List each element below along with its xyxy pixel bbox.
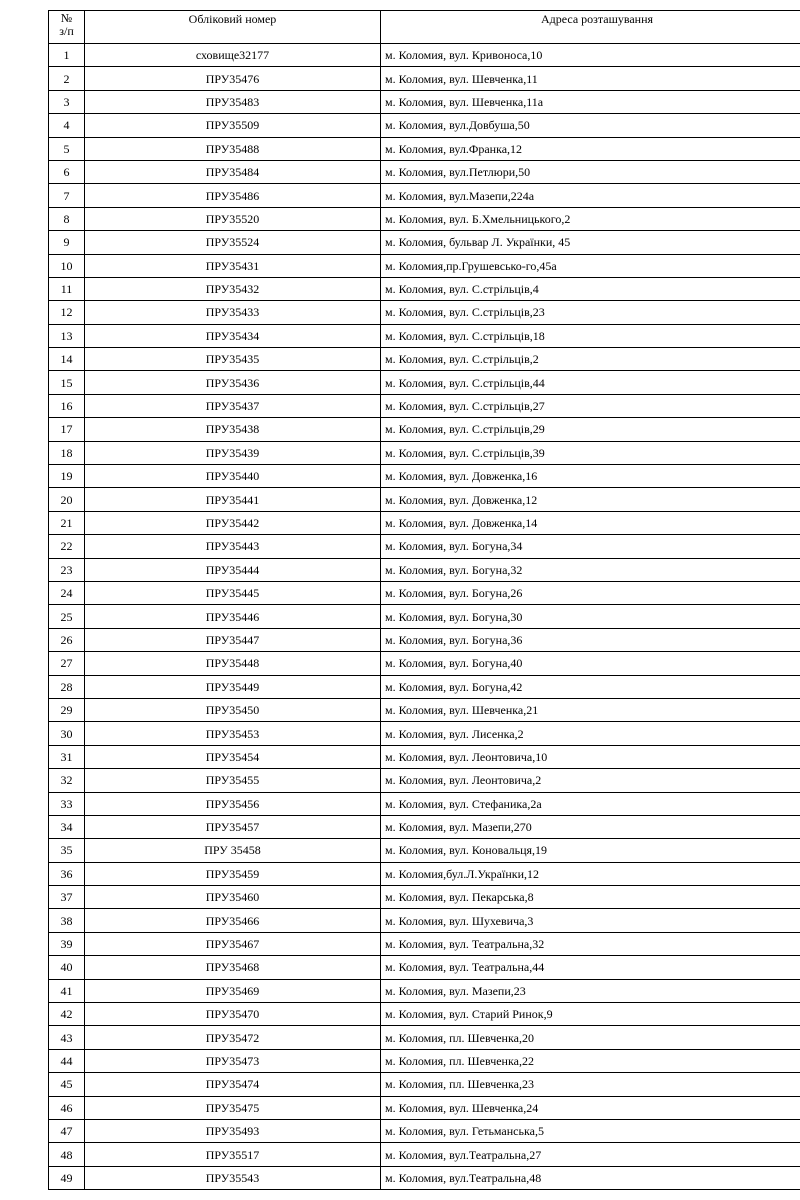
- row-address: м. Коломия, вул. Шухевича,3: [381, 909, 800, 932]
- row-number: 42: [49, 1003, 85, 1026]
- row-address: м. Коломия, вул.Франка,12: [381, 137, 800, 160]
- table-row: [49, 254, 800, 277]
- row-account-number: ПРУ35435: [85, 348, 381, 371]
- table-body: [49, 44, 800, 1190]
- row-account-number: ПРУ35431: [85, 254, 381, 277]
- table-row: [49, 488, 800, 511]
- row-address: м. Коломия, вул.Театральна,27: [381, 1143, 800, 1166]
- row-number: 35: [49, 839, 85, 862]
- table-row: [49, 511, 800, 534]
- row-number: 1: [49, 44, 85, 67]
- row-number: 17: [49, 418, 85, 441]
- row-address: м. Коломия, вул. Коновальця,19: [381, 839, 800, 862]
- row-address: м. Коломия,бул.Л.Українки,12: [381, 862, 800, 885]
- row-number: 4: [49, 114, 85, 137]
- table-row: [49, 348, 800, 371]
- row-number: 11: [49, 277, 85, 300]
- row-account-number: ПРУ35456: [85, 792, 381, 815]
- row-number: 13: [49, 324, 85, 347]
- row-account-number: ПРУ35455: [85, 769, 381, 792]
- row-account-number: ПРУ35441: [85, 488, 381, 511]
- table-row: [49, 1073, 800, 1096]
- row-address: м. Коломия, вул. С.стрільців,29: [381, 418, 800, 441]
- table-row: [49, 979, 800, 1002]
- table-row: [49, 1119, 800, 1142]
- row-number: 3: [49, 90, 85, 113]
- row-address: м. Коломия, вул. Лисенка,2: [381, 722, 800, 745]
- row-number: 46: [49, 1096, 85, 1119]
- column-header-number: [49, 11, 85, 44]
- table-row: [49, 137, 800, 160]
- row-number: 29: [49, 698, 85, 721]
- row-number: 48: [49, 1143, 85, 1166]
- row-address: м. Коломия, пл. Шевченка,20: [381, 1026, 800, 1049]
- row-account-number: ПРУ35459: [85, 862, 381, 885]
- row-account-number: ПРУ35468: [85, 956, 381, 979]
- row-address: м. Коломия, вул. Богуна,32: [381, 558, 800, 581]
- row-address: м. Коломия, вул. Богуна,42: [381, 675, 800, 698]
- row-account-number: ПРУ35442: [85, 511, 381, 534]
- row-account-number: ПРУ35484: [85, 160, 381, 183]
- table-row: [49, 324, 800, 347]
- table-row: [49, 815, 800, 838]
- table-row: [49, 160, 800, 183]
- row-account-number: ПРУ35447: [85, 628, 381, 651]
- row-address: м. Коломия, вул. Богуна,34: [381, 535, 800, 558]
- row-number: 19: [49, 465, 85, 488]
- table-row: [49, 301, 800, 324]
- row-address: м. Коломия, вул. Театральна,32: [381, 932, 800, 955]
- row-number: 18: [49, 441, 85, 464]
- row-number: 16: [49, 394, 85, 417]
- row-number: 5: [49, 137, 85, 160]
- table-row: [49, 1049, 800, 1072]
- row-address: м. Коломия,пр.Грушевсько-го,45а: [381, 254, 800, 277]
- table-row: [49, 418, 800, 441]
- table-row: [49, 839, 800, 862]
- table-row: [49, 1143, 800, 1166]
- row-number: 49: [49, 1166, 85, 1189]
- row-address: м. Коломия, вул. Леонтовича,10: [381, 745, 800, 768]
- row-number: 6: [49, 160, 85, 183]
- table-row: [49, 581, 800, 604]
- row-address: м. Коломия, пл. Шевченка,22: [381, 1049, 800, 1072]
- row-address: м. Коломия, вул. С.стрільців,4: [381, 277, 800, 300]
- row-account-number: ПРУ35437: [85, 394, 381, 417]
- row-account-number: ПРУ35438: [85, 418, 381, 441]
- row-account-number: сховище32177: [85, 44, 381, 67]
- row-account-number: ПРУ35445: [85, 581, 381, 604]
- row-number: 36: [49, 862, 85, 885]
- table-row: [49, 1003, 800, 1026]
- table-row: [49, 465, 800, 488]
- row-address: м. Коломия, вул. Театральна,44: [381, 956, 800, 979]
- row-address: м. Коломия, вул.Театральна,48: [381, 1166, 800, 1189]
- table-row: [49, 535, 800, 558]
- table-row: [49, 371, 800, 394]
- row-account-number: ПРУ35517: [85, 1143, 381, 1166]
- row-account-number: ПРУ35469: [85, 979, 381, 1002]
- row-number: 14: [49, 348, 85, 371]
- row-account-number: ПРУ35454: [85, 745, 381, 768]
- row-account-number: ПРУ35488: [85, 137, 381, 160]
- table-row: [49, 44, 800, 67]
- column-header-account: Обліковий номер: [85, 11, 381, 44]
- row-address: м. Коломия, вул. Старий Ринок,9: [381, 1003, 800, 1026]
- row-address: м. Коломия, вул. Богуна,26: [381, 581, 800, 604]
- table-row: [49, 932, 800, 955]
- row-number: 12: [49, 301, 85, 324]
- row-address: м. Коломия, вул. Шевченка,24: [381, 1096, 800, 1119]
- shelter-registry-table: [48, 10, 800, 1190]
- row-number: 30: [49, 722, 85, 745]
- table-header: [49, 11, 800, 44]
- row-account-number: ПРУ35449: [85, 675, 381, 698]
- table-row: [49, 862, 800, 885]
- row-address: м. Коломия, вул. Богуна,30: [381, 605, 800, 628]
- row-number: 15: [49, 371, 85, 394]
- row-number: 45: [49, 1073, 85, 1096]
- row-number: 41: [49, 979, 85, 1002]
- table-row: [49, 675, 800, 698]
- row-address: м. Коломия, вул. Леонтовича,2: [381, 769, 800, 792]
- row-account-number: ПРУ35450: [85, 698, 381, 721]
- table-row: [49, 628, 800, 651]
- row-address: м. Коломия, вул. Пекарська,8: [381, 886, 800, 909]
- row-account-number: ПРУ35444: [85, 558, 381, 581]
- row-number: 47: [49, 1119, 85, 1142]
- table-row: [49, 207, 800, 230]
- row-account-number: ПРУ35448: [85, 652, 381, 675]
- row-number: 37: [49, 886, 85, 909]
- row-address: м. Коломия, вул. Мазепи,23: [381, 979, 800, 1002]
- row-account-number: ПРУ35470: [85, 1003, 381, 1026]
- table-row: [49, 558, 800, 581]
- table-row: [49, 67, 800, 90]
- column-header-number-line2: з/п: [59, 24, 74, 38]
- row-account-number: ПРУ 35458: [85, 839, 381, 862]
- row-number: 23: [49, 558, 85, 581]
- row-address: м. Коломия, вул. Шевченка,11: [381, 67, 800, 90]
- row-account-number: ПРУ35436: [85, 371, 381, 394]
- table-row: [49, 886, 800, 909]
- row-number: 27: [49, 652, 85, 675]
- row-address: м. Коломия, вул. С.стрільців,2: [381, 348, 800, 371]
- row-address: м. Коломия, вул. С.стрільців,39: [381, 441, 800, 464]
- table-row: [49, 722, 800, 745]
- row-account-number: ПРУ35483: [85, 90, 381, 113]
- table-row: [49, 184, 800, 207]
- row-account-number: ПРУ35476: [85, 67, 381, 90]
- table-row: [49, 441, 800, 464]
- row-address: м. Коломия, вул. Довженка,16: [381, 465, 800, 488]
- row-number: 21: [49, 511, 85, 534]
- header-row: [49, 11, 800, 44]
- row-address: м. Коломия, вул.Петлюри,50: [381, 160, 800, 183]
- row-number: 39: [49, 932, 85, 955]
- row-number: 8: [49, 207, 85, 230]
- row-address: м. Коломия, вул. Б.Хмельницького,2: [381, 207, 800, 230]
- row-account-number: ПРУ35433: [85, 301, 381, 324]
- row-account-number: ПРУ35486: [85, 184, 381, 207]
- row-number: 25: [49, 605, 85, 628]
- column-header-address: Адреса розташування: [381, 11, 800, 44]
- table-row: [49, 956, 800, 979]
- row-number: 2: [49, 67, 85, 90]
- table-row: [49, 231, 800, 254]
- row-address: м. Коломия, вул. Богуна,36: [381, 628, 800, 651]
- row-account-number: ПРУ35453: [85, 722, 381, 745]
- row-address: м. Коломия, вул. С.стрільців,23: [381, 301, 800, 324]
- row-account-number: ПРУ35443: [85, 535, 381, 558]
- row-account-number: ПРУ35434: [85, 324, 381, 347]
- row-account-number: ПРУ35440: [85, 465, 381, 488]
- row-account-number: ПРУ35460: [85, 886, 381, 909]
- row-number: 26: [49, 628, 85, 651]
- row-account-number: ПРУ35473: [85, 1049, 381, 1072]
- row-address: м. Коломия, пл. Шевченка,23: [381, 1073, 800, 1096]
- row-address: м. Коломия, вул. Гетьманська,5: [381, 1119, 800, 1142]
- row-number: 34: [49, 815, 85, 838]
- row-address: м. Коломия, вул. Шевченка,21: [381, 698, 800, 721]
- row-address: м. Коломия, вул. Довженка,12: [381, 488, 800, 511]
- table-row: [49, 114, 800, 137]
- row-account-number: ПРУ35520: [85, 207, 381, 230]
- table-row: [49, 1026, 800, 1049]
- row-account-number: ПРУ35457: [85, 815, 381, 838]
- row-address: м. Коломия, вул. Стефаника,2а: [381, 792, 800, 815]
- table-row: [49, 1096, 800, 1119]
- row-account-number: ПРУ35466: [85, 909, 381, 932]
- row-address: м. Коломия, бульвар Л. Українки, 45: [381, 231, 800, 254]
- row-number: 22: [49, 535, 85, 558]
- row-number: 10: [49, 254, 85, 277]
- table-row: [49, 394, 800, 417]
- row-address: м. Коломия, вул.Довбуша,50: [381, 114, 800, 137]
- table-row: [49, 792, 800, 815]
- row-address: м. Коломия, вул. Кривоноса,10: [381, 44, 800, 67]
- row-number: 7: [49, 184, 85, 207]
- row-account-number: ПРУ35439: [85, 441, 381, 464]
- row-account-number: ПРУ35475: [85, 1096, 381, 1119]
- row-number: 31: [49, 745, 85, 768]
- row-account-number: ПРУ35446: [85, 605, 381, 628]
- row-address: м. Коломия, вул. С.стрільців,27: [381, 394, 800, 417]
- row-address: м. Коломия, вул. Богуна,40: [381, 652, 800, 675]
- row-account-number: ПРУ35543: [85, 1166, 381, 1189]
- row-account-number: ПРУ35432: [85, 277, 381, 300]
- table-row: [49, 698, 800, 721]
- table-row: [49, 745, 800, 768]
- row-address: м. Коломия, вул. Довженка,14: [381, 511, 800, 534]
- row-account-number: ПРУ35474: [85, 1073, 381, 1096]
- row-number: 24: [49, 581, 85, 604]
- row-number: 9: [49, 231, 85, 254]
- table-row: [49, 90, 800, 113]
- table-row: [49, 1166, 800, 1189]
- row-account-number: ПРУ35524: [85, 231, 381, 254]
- row-address: м. Коломия, вул. Шевченка,11а: [381, 90, 800, 113]
- table-row: [49, 769, 800, 792]
- table-row: [49, 277, 800, 300]
- row-number: 40: [49, 956, 85, 979]
- row-account-number: ПРУ35467: [85, 932, 381, 955]
- row-number: 32: [49, 769, 85, 792]
- row-number: 20: [49, 488, 85, 511]
- row-number: 28: [49, 675, 85, 698]
- row-number: 44: [49, 1049, 85, 1072]
- row-account-number: ПРУ35472: [85, 1026, 381, 1049]
- table-row: [49, 909, 800, 932]
- row-number: 38: [49, 909, 85, 932]
- row-number: 33: [49, 792, 85, 815]
- row-address: м. Коломия, вул.Мазепи,224а: [381, 184, 800, 207]
- row-address: м. Коломия, вул. С.стрільців,18: [381, 324, 800, 347]
- row-account-number: ПРУ35493: [85, 1119, 381, 1142]
- table-row: [49, 652, 800, 675]
- row-address: м. Коломия, вул. Мазепи,270: [381, 815, 800, 838]
- column-header-number-line1: №: [60, 11, 73, 25]
- row-account-number: ПРУ35509: [85, 114, 381, 137]
- table-row: [49, 605, 800, 628]
- row-address: м. Коломия, вул. С.стрільців,44: [381, 371, 800, 394]
- row-number: 43: [49, 1026, 85, 1049]
